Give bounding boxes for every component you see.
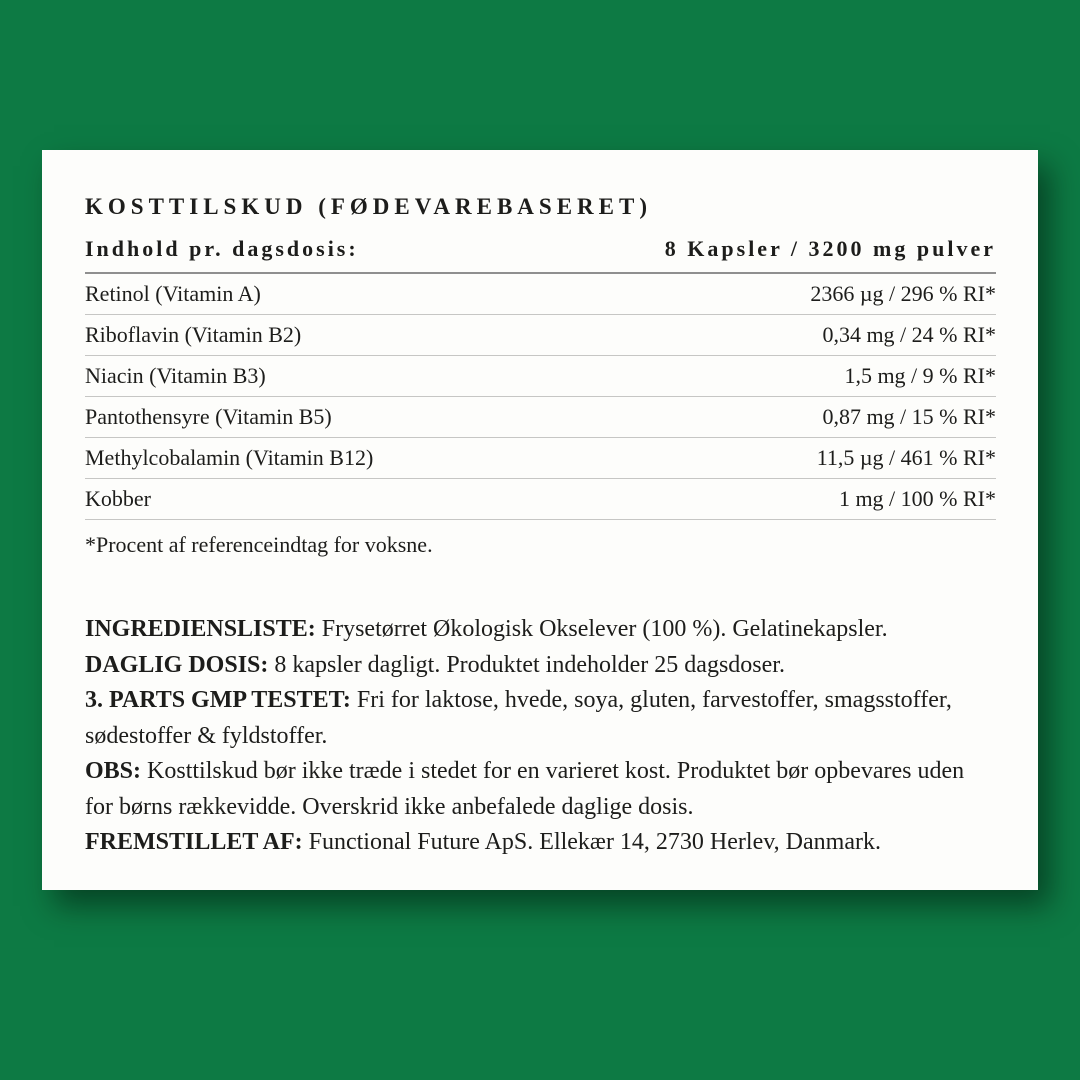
nutrient-name: Kobber — [85, 486, 151, 511]
info-label: DAGLIG DOSIS: — [85, 651, 269, 678]
nutrient-value: 1,5 mg / 9 % RI* — [844, 363, 996, 388]
nutrient-value: 0,34 mg / 24 % RI* — [822, 322, 996, 347]
nutrient-name: Retinol (Vitamin A) — [85, 281, 261, 306]
info-text: Kosttilskud bør ikke træde i stedet for en varieret kost. Produktet bør opbevares uden for børns rækkevidde. Overskrid ikke anbefalede daglige dosis. — [85, 758, 965, 820]
table-header — [85, 236, 996, 274]
label-title: KOSTTILSKUD (FØDEVAREBASERET) — [85, 194, 652, 219]
info-label: 3. PARTS GMP TESTET: — [85, 687, 351, 713]
nutrient-name: Riboflavin (Vitamin B2) — [85, 322, 302, 347]
info-label: OBS: — [85, 758, 142, 784]
nutrient-value: 1 mg / 100 % RI* — [838, 486, 996, 511]
info-label: FREMSTILLET AF: — [85, 829, 303, 855]
nutrient-name: Pantothensyre (Vitamin B5) — [85, 404, 332, 429]
table-header-left: Indhold pr. dagsdosis: — [85, 236, 359, 261]
nutrient-value: 11,5 µg / 461 % RI* — [816, 445, 996, 470]
table-row — [85, 438, 996, 479]
nutrient-value: 0,87 mg / 15 % RI* — [822, 404, 996, 429]
reference-intake-footnote: *Procent af referenceindtag for voksne. — [85, 532, 433, 557]
info-section — [85, 612, 996, 861]
table-row — [85, 315, 996, 356]
table-row — [85, 274, 996, 315]
info-text: Fri for laktose, hvede, soya, gluten, farvestoffer, smagsstoffer, sødestoffer & fyldstoffer. — [85, 687, 952, 749]
info-text: 8 kapsler dagligt. Produktet indeholder 25 dagsdoser. — [268, 651, 785, 678]
info-line-warning — [85, 754, 996, 825]
info-line-daily-dose — [85, 648, 996, 684]
nutrient-name: Niacin (Vitamin B3) — [85, 363, 266, 388]
nutrient-value: 2366 µg / 296 % RI* — [810, 281, 996, 306]
info-line-manufacturer — [85, 825, 996, 861]
table-row — [85, 479, 996, 520]
table-header-right: 8 Kapsler / 3200 mg pulver — [664, 236, 996, 261]
info-text: Frysetørret Økologisk Okselever (100 %). Gelatinekapsler. — [315, 616, 888, 642]
table-row — [85, 356, 996, 397]
table-row — [85, 397, 996, 438]
info-line-gmp-tested — [85, 683, 996, 754]
info-label: INGREDIENSLISTE: — [85, 616, 316, 642]
info-line-ingredients — [85, 612, 996, 648]
nutrient-name: Methylcobalamin (Vitamin B12) — [85, 445, 374, 470]
info-text: Functional Future ApS. Ellekær 14, 2730 Herlev, Danmark. — [302, 829, 881, 855]
supplement-label-card — [42, 150, 1038, 890]
